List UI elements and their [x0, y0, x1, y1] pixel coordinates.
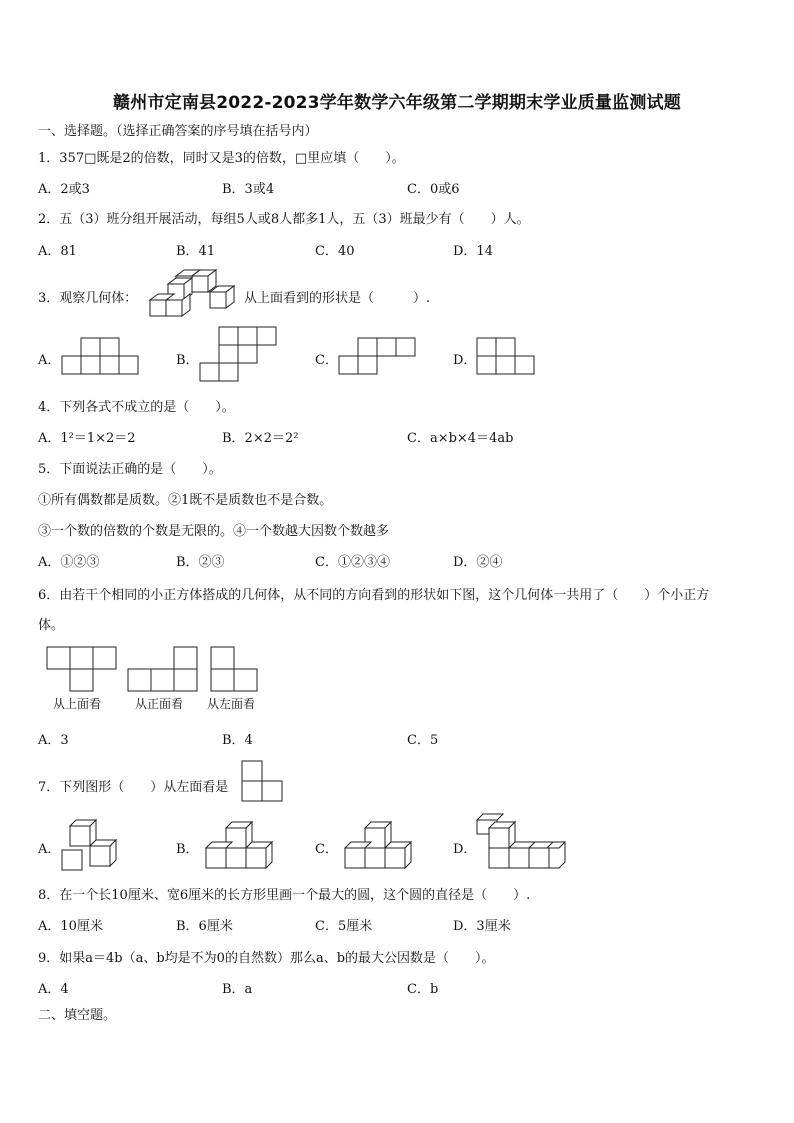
- q8-option-a: A．10厘米: [38, 919, 103, 934]
- q8-option-b: B．6厘米: [176, 919, 233, 934]
- question-6-line-2: 体。: [38, 618, 65, 633]
- section-heading-fill-blank: 二、填空题。: [38, 1008, 117, 1023]
- q3-option-b: B．: [176, 353, 199, 368]
- q5-option-b: B．②③: [176, 555, 225, 570]
- q4-option-a: A．1²＝1×2＝2: [38, 431, 136, 446]
- question-1: 1．357□既是2的倍数，同时又是3的倍数，□里应填（ ）。: [38, 151, 405, 166]
- question-3-stem-cont: 从上面看到的形状是（ ）.: [244, 291, 431, 306]
- q3-option-a-figure: [62, 337, 142, 377]
- q6-caption-front: 从正面看: [135, 697, 184, 711]
- q3-option-d-figure: [477, 337, 539, 377]
- q7-left-view-figure: [242, 760, 286, 804]
- q9-option-a: A．4: [38, 982, 69, 997]
- q8-option-c: C．5厘米: [315, 919, 373, 934]
- q7-option-a-figure: [62, 818, 122, 874]
- q3-option-b-figure: [200, 326, 280, 386]
- q9-option-c: C．b: [407, 982, 439, 997]
- question-9: 9．如果a＝4b（a、b均是不为0的自然数）那么a、b的最大公因数是（ ）。: [38, 951, 495, 966]
- q6-top-view-figure: [47, 646, 119, 692]
- q5-statement-line-1: ①所有偶数都是质数。②1既不是质数也不是合数。: [38, 493, 333, 508]
- question-4: 4．下列各式不成立的是（ ）。: [38, 400, 235, 415]
- q2-option-d: D．14: [453, 244, 493, 259]
- question-8: 8．在一个长10厘米、宽6厘米的长方形里画一个最大的圆，这个圆的直径是（ ）.: [38, 888, 531, 903]
- q2-option-a: A．81: [38, 244, 77, 259]
- question-6-line-1: 6．由若干个相同的小正方体搭成的几何体，从不同的方向看到的形状如下图，这个几何体一共用了（ ）个小正方: [38, 588, 710, 603]
- q2-option-b: B．41: [176, 244, 216, 259]
- question-7: 7．下列图形（ ）从左面看是: [38, 780, 229, 795]
- q1-option-b: B．3或4: [222, 182, 275, 197]
- q6-caption-top: 从上面看: [53, 697, 102, 711]
- q3-option-d: D．: [453, 353, 477, 368]
- q4-option-b: B．2×2＝2²: [222, 431, 299, 446]
- page-title: 赣州市定南县2022-2023学年数学六年级第二学期期末学业质量监测试题: [113, 93, 681, 113]
- q7-option-d: D．: [453, 842, 477, 857]
- q1-option-a: A．2或3: [38, 182, 90, 197]
- q7-option-b-figure: [206, 820, 276, 874]
- q6-left-view-figure: [211, 646, 261, 692]
- q4-option-c: C．a×b×4＝4ab: [407, 431, 514, 446]
- q7-option-d-figure: [477, 814, 573, 874]
- q7-option-b: B．: [176, 842, 199, 857]
- q9-option-b: B．a: [222, 982, 253, 997]
- q6-option-c: C．5: [407, 733, 439, 748]
- section-heading-choice: 一、选择题。（选择正确答案的序号填在括号内）: [38, 124, 318, 139]
- q8-option-d: D．3厘米: [453, 919, 511, 934]
- q7-option-a: A．: [38, 842, 61, 857]
- q3-option-a: A．: [38, 353, 61, 368]
- q6-option-b: B．4: [222, 733, 253, 748]
- q7-option-c: C．: [315, 842, 338, 857]
- q3-option-c-figure: [339, 337, 419, 377]
- q5-option-d: D．②④: [453, 555, 503, 570]
- q6-option-a: A．3: [38, 733, 69, 748]
- q5-option-a: A．①②③: [38, 555, 100, 570]
- question-5: 5．下面说法正确的是（ ）。: [38, 462, 222, 477]
- q7-option-c-figure: [345, 820, 415, 874]
- q6-caption-left: 从左面看: [207, 697, 256, 711]
- q5-statement-line-2: ③一个数的倍数的个数是无限的。④一个数越大因数个数越多: [38, 524, 390, 539]
- q2-option-c: C．40: [315, 244, 355, 259]
- q6-front-view-figure: [128, 646, 200, 692]
- q1-option-c: C．0或6: [407, 182, 460, 197]
- q3-option-c: C．: [315, 353, 338, 368]
- question-2: 2．五（3）班分组开展活动，每组5人或8人都多1人，五（3）班最少有（ ）人。: [38, 212, 530, 227]
- q5-option-c: C．①②③④: [315, 555, 390, 570]
- q3-solid-figure: [148, 268, 240, 322]
- question-3-stem: 3．观察几何体：: [38, 291, 138, 306]
